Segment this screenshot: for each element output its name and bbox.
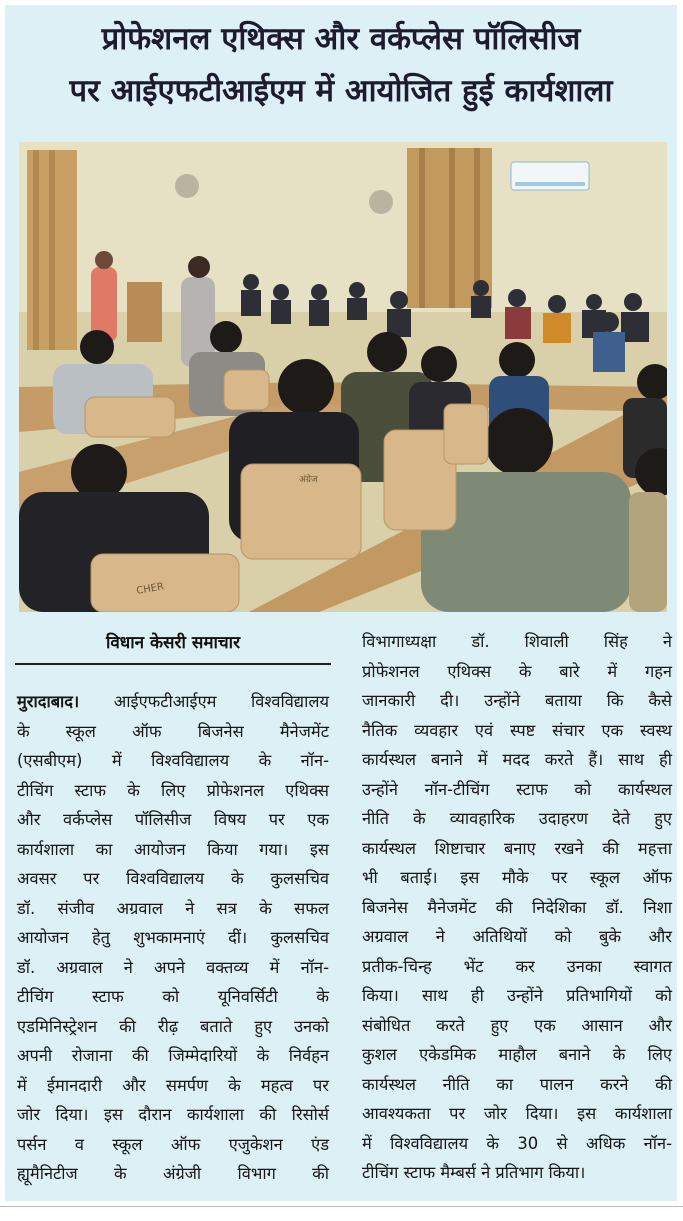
article-line: कार्यस्थल नीति का पालन करने की: [362, 1074, 672, 1094]
headline: [5, 13, 677, 117]
article-line: नीति के व्यावहारिक उदाहरण देते हुए: [362, 809, 672, 828]
article-line: पर्सन व स्कूल ऑफ एजुकेशन एंड: [17, 1134, 329, 1154]
workshop-photo-illustration: [19, 142, 667, 612]
article-line: प्रोफेशनल एथिक्स के बारे में गहन: [362, 661, 672, 681]
article-line: डॉ. अग्रवाल ने अपने वक्तव्य में नॉन-: [17, 957, 329, 977]
article-line: टीचिंग स्टाफ के लिए प्रोफेशनल एथिक्स: [17, 780, 329, 800]
headline-line-2: पर आईएफटीआईएम में आयोजित हुई कार्यशाला: [69, 73, 613, 109]
article-line: डॉ. संजीव अग्रवाल ने सत्र के सफल: [17, 898, 329, 918]
article-line: प्रतीक-चिन्ह भेंट कर उनका स्वागत: [362, 956, 672, 976]
article-line: कुशल एकेडमिक माहौल बनाने के लिए: [362, 1045, 672, 1064]
article-line: के स्कूल ऑफ बिजनेस मैनेजमेंट: [17, 721, 329, 741]
article-column-right: [362, 627, 672, 1188]
article-line: टीचिंग स्टाफ को यूनिवर्सिटी के: [17, 987, 329, 1006]
headline-line-1: प्रोफेशनल एथिक्स और वर्कप्लेस पॉलिसीज: [101, 21, 581, 57]
chair-stencil-1: अंग्रेज: [299, 475, 318, 485]
article-line: एडमिनिस्ट्रेशन की रीढ़ बताते हुए उनको: [17, 1016, 329, 1036]
page-bottom-rule: [0, 1206, 683, 1207]
article-line: जोर दिया। इस दौरान कार्यशाला की रिसोर्स: [17, 1105, 329, 1124]
byline-divider: [15, 663, 331, 665]
dateline: मुरादाबाद।: [17, 692, 80, 711]
article-line: और वर्कप्लेस पॉलिसीज विषय पर एक: [17, 810, 329, 829]
article-line: टीचिंग स्टाफ मैम्बर्स ने प्रतिभाग किया।: [362, 1163, 586, 1182]
article-line: नैतिक व्यवहार एवं स्पष्ट संचार एक स्वस्थ: [362, 720, 672, 740]
article-line: में ईमानदारी और समर्पण के महत्व पर: [17, 1075, 329, 1095]
byline: विधान केसरी समाचार: [105, 633, 241, 653]
article-line: कार्यशाला का आयोजन किया गया। इस: [17, 839, 329, 859]
news-photo: [19, 142, 667, 612]
article-line: कार्यस्थल शिष्टाचार बनाए रखने की महत्ता: [362, 838, 672, 858]
article-line-text: आईएफटीआईएम विश्वविद्यालय: [79, 692, 329, 711]
article-line: अपनी रोजाना की जिम्मेदारियों के निर्वहन: [17, 1046, 329, 1065]
article-line: भी बताई। इस मौके पर स्कूल ऑफ: [362, 868, 672, 887]
article-line: ह्यूमैनिटीज के अंग्रेजी विभाग की: [17, 1164, 329, 1183]
article-line: बिजनेस मैनेजमेंट की निदेशिका डॉ. निशा: [362, 897, 672, 917]
article-line: कार्यस्थल बनाने में मदद करते हैं। साथ ही: [362, 750, 672, 769]
newspaper-clipping: [5, 5, 677, 1201]
article-line: आयोजन हेतु शुभकामनाएं दीं। कुलसचिव: [17, 928, 329, 947]
article-line: अग्रवाल ने अतिथियों को बुके और: [362, 927, 672, 946]
article-line: (एसबीएम) में विश्वविद्यालय के नॉन-: [17, 751, 329, 770]
article-column-left: [17, 687, 329, 1189]
article-line: विभागाध्यक्षा डॉ. शिवाली सिंह ने: [362, 632, 672, 651]
article-line: जानकारी दी। उन्होंने बताया कि कैसे: [362, 691, 672, 710]
article-line: संबोधित करते हुए एक आसान और: [362, 1015, 672, 1035]
article-line: अवसर पर विश्वविद्यालय के कुलसचिव: [17, 869, 329, 888]
article-line: किया। साथ ही उन्होंने प्रतिभागियों को: [362, 986, 672, 1005]
article-line: आवश्यकता पर जोर दिया। इस कार्यशाला: [362, 1104, 672, 1123]
article-line: में विश्वविद्यालय के 30 से अधिक नॉन-: [362, 1133, 672, 1153]
chair-stencil-2: CHER: [135, 581, 165, 597]
article-line: उन्होंने नॉन-टीचिंग स्टाफ को कार्यस्थल: [362, 779, 672, 799]
article-line-left-1: [17, 687, 329, 717]
